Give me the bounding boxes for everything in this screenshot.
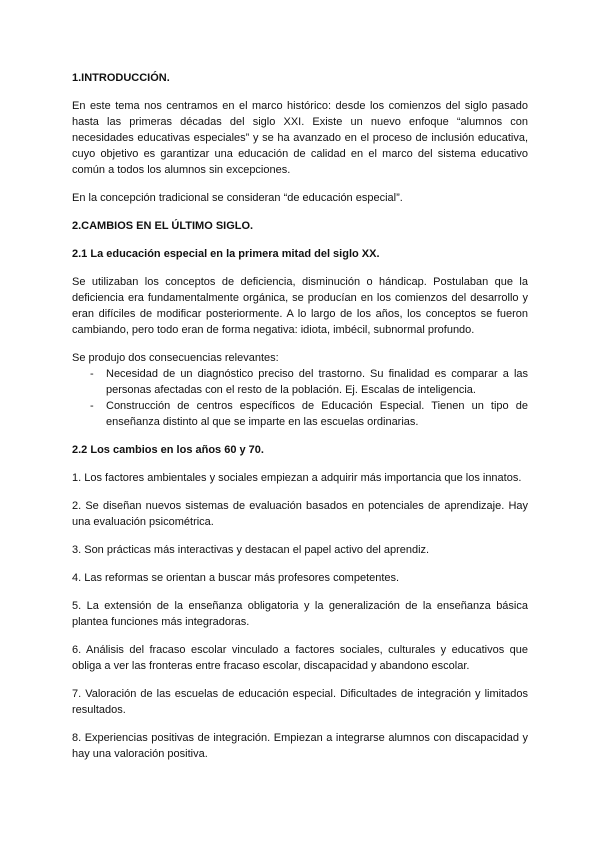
intro-paragraph-2: En la concepción tradicional se consideran “de educación especial”. bbox=[72, 192, 403, 204]
change-item-2: 2. Se diseñan nuevos sistemas de evaluación basados en potenciales de aprendizaje. Hay una evaluación psicométrica. bbox=[72, 500, 528, 528]
subsection-heading-2-1: 2.1 La educación especial en la primera mitad del siglo XX. bbox=[72, 248, 380, 260]
list-item: - Necesidad de un diagnóstico preciso del trastorno. Su finalidad es comparar a las personas afectadas con el resto de la población. Ej. Escalas de inteligencia. bbox=[106, 366, 528, 398]
subsection-heading-2-2: 2.2 Los cambios en los años 60 y 70. bbox=[72, 444, 264, 456]
change-item-1: 1. Los factores ambientales y sociales empiezan a adquirir más importancia que los innatos. bbox=[72, 472, 522, 484]
subsection-2-1-paragraph-2: Se produjo dos consecuencias relevantes: bbox=[72, 352, 279, 364]
subsection-2-1-paragraph-1: Se utilizaban los conceptos de deficiencia, disminución o hándicap. Postulaban que la deficiencia era fundamentalmente orgánica, se producían en los comienzos del desarrollo y eran difíciles de modificar posteriormente. A lo largo de los años, los conceptos se fueron cambiando, pero todo eran de forma negativa: idiota, imbécil, subnormal profundo. bbox=[72, 276, 528, 336]
section-heading-introduccion: 1.INTRODUCCIÓN. bbox=[72, 72, 170, 84]
change-item-4: 4. Las reformas se orientan a buscar más profesores competentes. bbox=[72, 572, 400, 584]
change-item-7: 7. Valoración de las escuelas de educación especial. Dificultades de integración y limitados resultados. bbox=[72, 688, 528, 716]
change-item-5: 5. La extensión de la enseñanza obligatoria y la generalización de la enseñanza básica plantea funciones más integradoras. bbox=[72, 600, 528, 628]
change-item-6: 6. Análisis del fracaso escolar vinculado a factores sociales, culturales y educativos que obliga a ver las fronteras entre fracaso escolar, discapacidad y abandono escolar. bbox=[72, 644, 528, 672]
list-item: - Construcción de centros específicos de Educación Especial. Tienen un tipo de enseñanza distinto al que se imparte en las escuelas ordinarias. bbox=[106, 398, 528, 430]
section-heading-cambios: 2.CAMBIOS EN EL ÚLTIMO SIGLO. bbox=[72, 220, 254, 232]
change-item-3: 3. Son prácticas más interactivas y destacan el papel activo del aprendiz. bbox=[72, 544, 430, 556]
change-item-8: 8. Experiencias positivas de integración. Empiezan a integrarse alumnos con discapacidad y hay una valoración positiva. bbox=[72, 732, 528, 760]
consequences-list bbox=[72, 366, 528, 430]
intro-paragraph-1: En este tema nos centramos en el marco histórico: desde los comienzos del siglo pasado hasta las primeras décadas del siglo XXI. Existe un nuevo enfoque “alumnos con necesidades educativas especiales” y se ha avanzado en el proceso de inclusión educativa, cuyo objetivo es garantizar una educación de calidad en el marco del sistema educativo común a todos los alumnos sin excepciones. bbox=[72, 100, 528, 176]
